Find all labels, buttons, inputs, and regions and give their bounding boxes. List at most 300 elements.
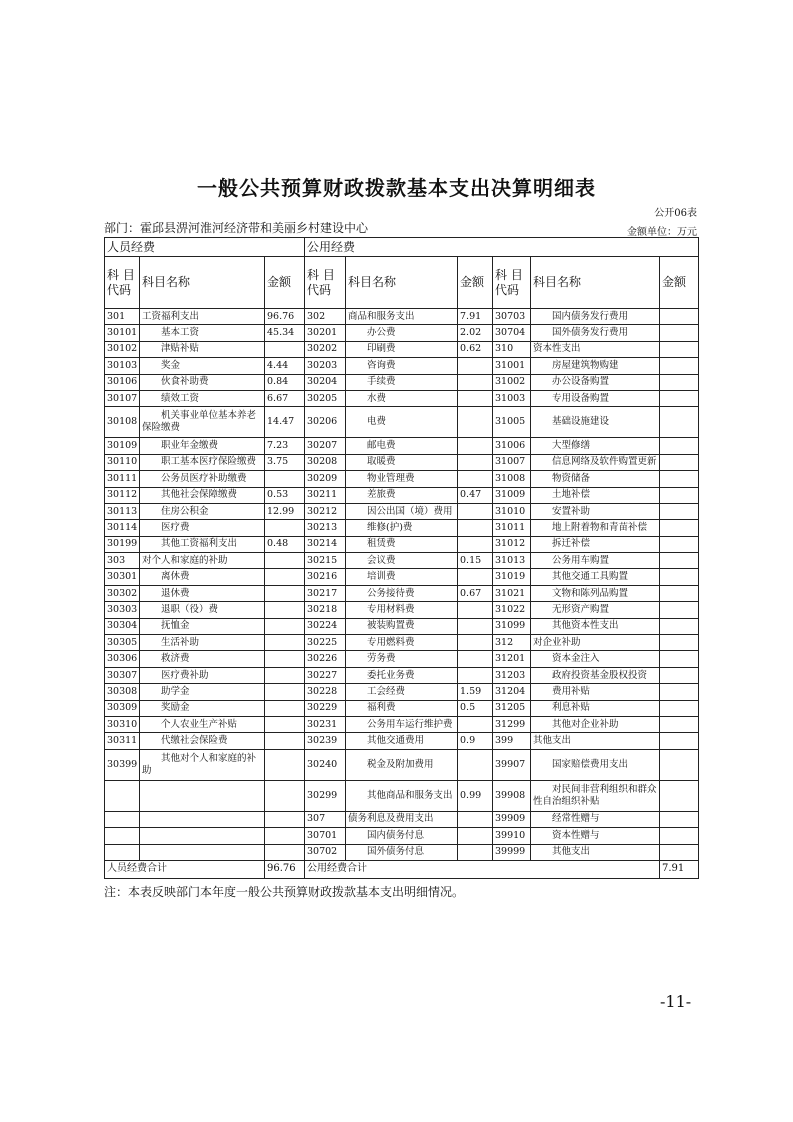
cell-name: 商品和服务支出 (346, 309, 458, 325)
cell-name: 国家赔偿费用支出 (531, 749, 660, 780)
table-row (105, 733, 699, 749)
cell-name: 房屋建筑物购建 (531, 358, 660, 374)
cell-amount (458, 390, 493, 406)
table-row (105, 684, 699, 700)
cell-name: 绩效工资 (140, 390, 265, 406)
cell-code: 31009 (493, 487, 531, 503)
cell-amount (660, 602, 699, 618)
cell-code: 30108 (105, 407, 140, 438)
cell-code: 30311 (105, 733, 140, 749)
cell-name: 资本金注入 (531, 651, 660, 667)
cell-amount (660, 667, 699, 683)
cell-name: 其他对企业补助 (531, 716, 660, 732)
table-row (105, 454, 699, 470)
cell-code: 307 (305, 811, 346, 827)
cell-code: 30701 (305, 828, 346, 844)
cell-code: 30228 (305, 684, 346, 700)
cell-name: 办公设备购置 (531, 374, 660, 390)
cell-amount (660, 651, 699, 667)
cell-amount (265, 684, 305, 700)
table-row (105, 471, 699, 487)
table-row (105, 749, 699, 780)
column-header: 金额 (660, 257, 699, 309)
cell-amount: 96.76 (265, 309, 305, 325)
cell-name: 债务利息及费用支出 (346, 811, 458, 827)
cell-amount (458, 454, 493, 470)
section-personnel: 人员经费 (105, 238, 305, 257)
cell-code: 30217 (305, 585, 346, 601)
column-header: 金额 (265, 257, 305, 309)
cell-amount (660, 341, 699, 357)
cell-amount (660, 618, 699, 634)
cell-code: 30214 (305, 536, 346, 552)
cell-name: 工资福利支出 (140, 309, 265, 325)
cell-name: 基础设施建设 (531, 407, 660, 438)
cell-amount (458, 407, 493, 438)
cell-name: 咨询费 (346, 358, 458, 374)
cell-name: 专用燃料费 (346, 635, 458, 651)
cell-amount (660, 733, 699, 749)
cell-code: 30240 (305, 749, 346, 780)
personnel-total-label: 人员经费合计 (105, 860, 265, 878)
cell-code: 30212 (305, 503, 346, 519)
cell-code: 30226 (305, 651, 346, 667)
cell-name: 奖励金 (140, 700, 265, 716)
cell-code: 30231 (305, 716, 346, 732)
cell-code: 30299 (305, 780, 346, 811)
cell-amount (265, 553, 305, 569)
form-number: 公开06表 (654, 208, 697, 219)
cell-amount (660, 716, 699, 732)
cell-amount (265, 602, 305, 618)
cell-code: 30309 (105, 700, 140, 716)
cell-name: 职工基本医疗保险缴费 (140, 454, 265, 470)
table-row (105, 569, 699, 585)
cell-amount (458, 503, 493, 519)
cell-amount: 45.34 (265, 325, 305, 341)
cell-code: 30199 (105, 536, 140, 552)
table-row (105, 635, 699, 651)
cell-name (140, 780, 265, 811)
cell-amount (265, 520, 305, 536)
cell-name: 差旅费 (346, 487, 458, 503)
cell-name: 被装购置费 (346, 618, 458, 634)
cell-amount (265, 828, 305, 844)
cell-amount (458, 828, 493, 844)
cell-amount (458, 844, 493, 860)
cell-name: 其他支出 (531, 733, 660, 749)
cell-name: 福利费 (346, 700, 458, 716)
cell-name: 抚恤金 (140, 618, 265, 634)
cell-code: 30203 (305, 358, 346, 374)
cell-code: 30310 (105, 716, 140, 732)
cell-name: 办公费 (346, 325, 458, 341)
cell-code: 30207 (305, 438, 346, 454)
cell-name: 培训费 (346, 569, 458, 585)
cell-amount (265, 667, 305, 683)
cell-code: 31204 (493, 684, 531, 700)
cell-name: 因公出国（境）费用 (346, 503, 458, 519)
cell-code: 30114 (105, 520, 140, 536)
cell-amount (660, 536, 699, 552)
cell-amount (265, 811, 305, 827)
column-header: 金额 (458, 257, 493, 309)
cell-code: 30215 (305, 553, 346, 569)
cell-amount (660, 684, 699, 700)
cell-code: 31006 (493, 438, 531, 454)
cell-code: 31013 (493, 553, 531, 569)
cell-code: 30302 (105, 585, 140, 601)
table-row (105, 309, 699, 325)
cell-code: 301 (105, 309, 140, 325)
cell-amount (458, 569, 493, 585)
cell-name: 利息补贴 (531, 700, 660, 716)
cell-code: 30106 (105, 374, 140, 390)
cell-amount (265, 780, 305, 811)
unit-label: 金额单位：万元 (627, 227, 697, 238)
cell-amount (660, 325, 699, 341)
cell-name: 专用材料费 (346, 602, 458, 618)
cell-name: 公务用车购置 (531, 553, 660, 569)
cell-amount: 0.48 (265, 536, 305, 552)
table-row (105, 407, 699, 438)
cell-name: 伙食补助费 (140, 374, 265, 390)
cell-name: 文物和陈列品购置 (531, 585, 660, 601)
cell-code: 31012 (493, 536, 531, 552)
cell-amount: 3.75 (265, 454, 305, 470)
cell-amount (660, 585, 699, 601)
cell-amount (458, 602, 493, 618)
cell-name: 物资储备 (531, 471, 660, 487)
cell-name: 其他商品和服务支出 (346, 780, 458, 811)
cell-amount (660, 374, 699, 390)
cell-name: 印刷费 (346, 341, 458, 357)
table-row (105, 503, 699, 519)
cell-code: 30305 (105, 635, 140, 651)
cell-amount: 12.99 (265, 503, 305, 519)
cell-code: 31299 (493, 716, 531, 732)
cell-name: 电费 (346, 407, 458, 438)
cell-amount: 0.53 (265, 487, 305, 503)
cell-amount (265, 844, 305, 860)
cell-amount (660, 487, 699, 503)
cell-code: 30103 (105, 358, 140, 374)
cell-name: 医疗费补助 (140, 667, 265, 683)
cell-code: 30229 (305, 700, 346, 716)
cell-name: 津贴补贴 (140, 341, 265, 357)
cell-amount (660, 569, 699, 585)
cell-amount (660, 811, 699, 827)
cell-name: 公务用车运行维护费 (346, 716, 458, 732)
cell-name: 劳务费 (346, 651, 458, 667)
cell-name: 职业年金缴费 (140, 438, 265, 454)
cell-amount (458, 520, 493, 536)
cell-code: 30704 (493, 325, 531, 341)
cell-code: 30301 (105, 569, 140, 585)
cell-name: 助学金 (140, 684, 265, 700)
cell-name: 生活补助 (140, 635, 265, 651)
department-label: 部门：霍邱县淠河淮河经济带和美丽乡村建设中心 (104, 221, 369, 235)
cell-amount (265, 618, 305, 634)
cell-amount: 0.99 (458, 780, 493, 811)
table-row (105, 780, 699, 811)
cell-amount (660, 700, 699, 716)
cell-code: 31019 (493, 569, 531, 585)
cell-code: 30702 (305, 844, 346, 860)
cell-name (140, 828, 265, 844)
cell-code: 30224 (305, 618, 346, 634)
column-header: 科目名称 (531, 257, 660, 309)
cell-code: 31021 (493, 585, 531, 601)
cell-name: 住房公积金 (140, 503, 265, 519)
expenditure-table (104, 237, 699, 879)
cell-code: 31022 (493, 602, 531, 618)
cell-code: 31201 (493, 651, 531, 667)
cell-code: 30239 (305, 733, 346, 749)
cell-name: 地上附着物和青苗补偿 (531, 520, 660, 536)
cell-code: 30204 (305, 374, 346, 390)
table-row (105, 585, 699, 601)
cell-amount (458, 667, 493, 683)
table-row (105, 602, 699, 618)
cell-amount (265, 471, 305, 487)
cell-amount (660, 471, 699, 487)
cell-amount (458, 635, 493, 651)
cell-code: 31005 (493, 407, 531, 438)
cell-name: 救济费 (140, 651, 265, 667)
cell-name: 对企业补助 (531, 635, 660, 651)
cell-code: 30308 (105, 684, 140, 700)
cell-code: 30112 (105, 487, 140, 503)
cell-name: 租赁费 (346, 536, 458, 552)
cell-name: 离休费 (140, 569, 265, 585)
cell-code: 30109 (105, 438, 140, 454)
cell-code: 30399 (105, 749, 140, 780)
cell-name: 费用补贴 (531, 684, 660, 700)
cell-name: 其他交通工具购置 (531, 569, 660, 585)
cell-amount (458, 438, 493, 454)
table-row (105, 667, 699, 683)
cell-name: 其他资本性支出 (531, 618, 660, 634)
table-row (105, 651, 699, 667)
cell-name: 个人农业生产补贴 (140, 716, 265, 732)
totals-row (105, 860, 699, 878)
cell-amount (660, 553, 699, 569)
cell-code: 31010 (493, 503, 531, 519)
table-row (105, 811, 699, 827)
cell-name: 邮电费 (346, 438, 458, 454)
cell-code: 30107 (105, 390, 140, 406)
personnel-total-amount: 96.76 (265, 860, 305, 878)
cell-code: 30101 (105, 325, 140, 341)
table-row (105, 325, 699, 341)
cell-amount (660, 780, 699, 811)
cell-name: 水费 (346, 390, 458, 406)
cell-amount (265, 341, 305, 357)
cell-amount: 7.23 (265, 438, 305, 454)
cell-name: 其他工资福利支出 (140, 536, 265, 552)
table-row (105, 700, 699, 716)
cell-amount (660, 520, 699, 536)
cell-name: 工会经费 (346, 684, 458, 700)
cell-amount (265, 569, 305, 585)
cell-amount (660, 503, 699, 519)
cell-code: 30110 (105, 454, 140, 470)
cell-name: 专用设备购置 (531, 390, 660, 406)
cell-code: 30216 (305, 569, 346, 585)
cell-amount: 4.44 (265, 358, 305, 374)
cell-name: 委托业务费 (346, 667, 458, 683)
cell-amount: 0.5 (458, 700, 493, 716)
cell-amount: 6.67 (265, 390, 305, 406)
table-row (105, 536, 699, 552)
cell-name: 拆迁补偿 (531, 536, 660, 552)
cell-code: 30113 (105, 503, 140, 519)
cell-code: 30307 (105, 667, 140, 683)
cell-amount: 0.15 (458, 553, 493, 569)
cell-code: 30102 (105, 341, 140, 357)
cell-code: 30205 (305, 390, 346, 406)
column-header: 科 目代码 (305, 257, 346, 309)
cell-amount (265, 749, 305, 780)
cell-code: 399 (493, 733, 531, 749)
cell-name: 对个人和家庭的补助 (140, 553, 265, 569)
cell-amount (660, 390, 699, 406)
cell-amount: 14.47 (265, 407, 305, 438)
cell-code: 30208 (305, 454, 346, 470)
cell-code (105, 844, 140, 860)
cell-amount (660, 438, 699, 454)
cell-name: 其他支出 (531, 844, 660, 860)
cell-code: 303 (105, 553, 140, 569)
cell-amount (660, 407, 699, 438)
cell-amount: 2.02 (458, 325, 493, 341)
cell-code: 30211 (305, 487, 346, 503)
cell-name: 国内债务付息 (346, 828, 458, 844)
cell-name: 国外债务付息 (346, 844, 458, 860)
cell-code: 39908 (493, 780, 531, 811)
table-row (105, 374, 699, 390)
cell-amount (660, 828, 699, 844)
cell-amount: 0.47 (458, 487, 493, 503)
cell-code: 30304 (105, 618, 140, 634)
cell-code: 31099 (493, 618, 531, 634)
cell-name: 公务接待费 (346, 585, 458, 601)
cell-code: 302 (305, 309, 346, 325)
cell-name: 公务员医疗补助缴费 (140, 471, 265, 487)
cell-name: 退休费 (140, 585, 265, 601)
cell-code: 30227 (305, 667, 346, 683)
cell-amount (458, 811, 493, 827)
cell-amount (660, 309, 699, 325)
cell-name: 大型修缮 (531, 438, 660, 454)
cell-code: 31205 (493, 700, 531, 716)
cell-code (105, 780, 140, 811)
cell-code: 39909 (493, 811, 531, 827)
cell-name: 安置补助 (531, 503, 660, 519)
cell-name: 代缴社会保险费 (140, 733, 265, 749)
cell-code: 310 (493, 341, 531, 357)
table-row (105, 520, 699, 536)
cell-amount (458, 618, 493, 634)
cell-name: 无形资产购置 (531, 602, 660, 618)
column-header: 科目名称 (140, 257, 265, 309)
cell-name (140, 811, 265, 827)
cell-code (105, 811, 140, 827)
table-row (105, 618, 699, 634)
cell-code: 30111 (105, 471, 140, 487)
public-total-label: 公用经费合计 (305, 860, 660, 878)
section-public: 公用经费 (305, 238, 699, 257)
cell-amount (458, 358, 493, 374)
cell-amount (660, 454, 699, 470)
cell-amount (660, 844, 699, 860)
cell-code: 39907 (493, 749, 531, 780)
cell-name: 对民间非营利组织和群众性自治组织补贴 (531, 780, 660, 811)
cell-amount (265, 635, 305, 651)
cell-code: 30202 (305, 341, 346, 357)
table-row (105, 341, 699, 357)
cell-code: 30213 (305, 520, 346, 536)
cell-name: 土地补偿 (531, 487, 660, 503)
cell-amount (458, 536, 493, 552)
footnote: 注：本表反映部门本年度一般公共预算财政拨款基本支出明细情况。 (104, 885, 465, 899)
cell-name: 信息网络及软件购置更新 (531, 454, 660, 470)
cell-code: 31203 (493, 667, 531, 683)
table-row (105, 716, 699, 732)
cell-amount: 0.9 (458, 733, 493, 749)
cell-amount (660, 358, 699, 374)
cell-name: 国外债务发行费用 (531, 325, 660, 341)
public-total-amount: 7.91 (660, 860, 699, 878)
cell-amount (458, 471, 493, 487)
cell-amount (660, 635, 699, 651)
cell-code: 31002 (493, 374, 531, 390)
cell-amount (458, 716, 493, 732)
cell-amount (660, 749, 699, 780)
cell-amount (265, 651, 305, 667)
cell-amount: 0.67 (458, 585, 493, 601)
cell-name: 奖金 (140, 358, 265, 374)
cell-code: 39910 (493, 828, 531, 844)
cell-amount (458, 651, 493, 667)
cell-amount (265, 700, 305, 716)
cell-code: 30225 (305, 635, 346, 651)
cell-code: 31003 (493, 390, 531, 406)
cell-amount (458, 374, 493, 390)
cell-amount (265, 733, 305, 749)
page-number: -11- (660, 992, 692, 1011)
cell-amount (265, 585, 305, 601)
cell-amount: 1.59 (458, 684, 493, 700)
section-header-row (105, 238, 699, 257)
cell-name: 取暖费 (346, 454, 458, 470)
cell-name: 经常性赠与 (531, 811, 660, 827)
cell-name: 税金及附加费用 (346, 749, 458, 780)
cell-code (105, 828, 140, 844)
cell-amount (265, 716, 305, 732)
cell-code: 39999 (493, 844, 531, 860)
table-row (105, 828, 699, 844)
table-row (105, 553, 699, 569)
column-header-row (105, 257, 699, 309)
table-row (105, 438, 699, 454)
cell-name: 其他社会保障缴费 (140, 487, 265, 503)
cell-amount: 0.62 (458, 341, 493, 357)
cell-name (140, 844, 265, 860)
cell-name: 维修(护)费 (346, 520, 458, 536)
table-row (105, 844, 699, 860)
